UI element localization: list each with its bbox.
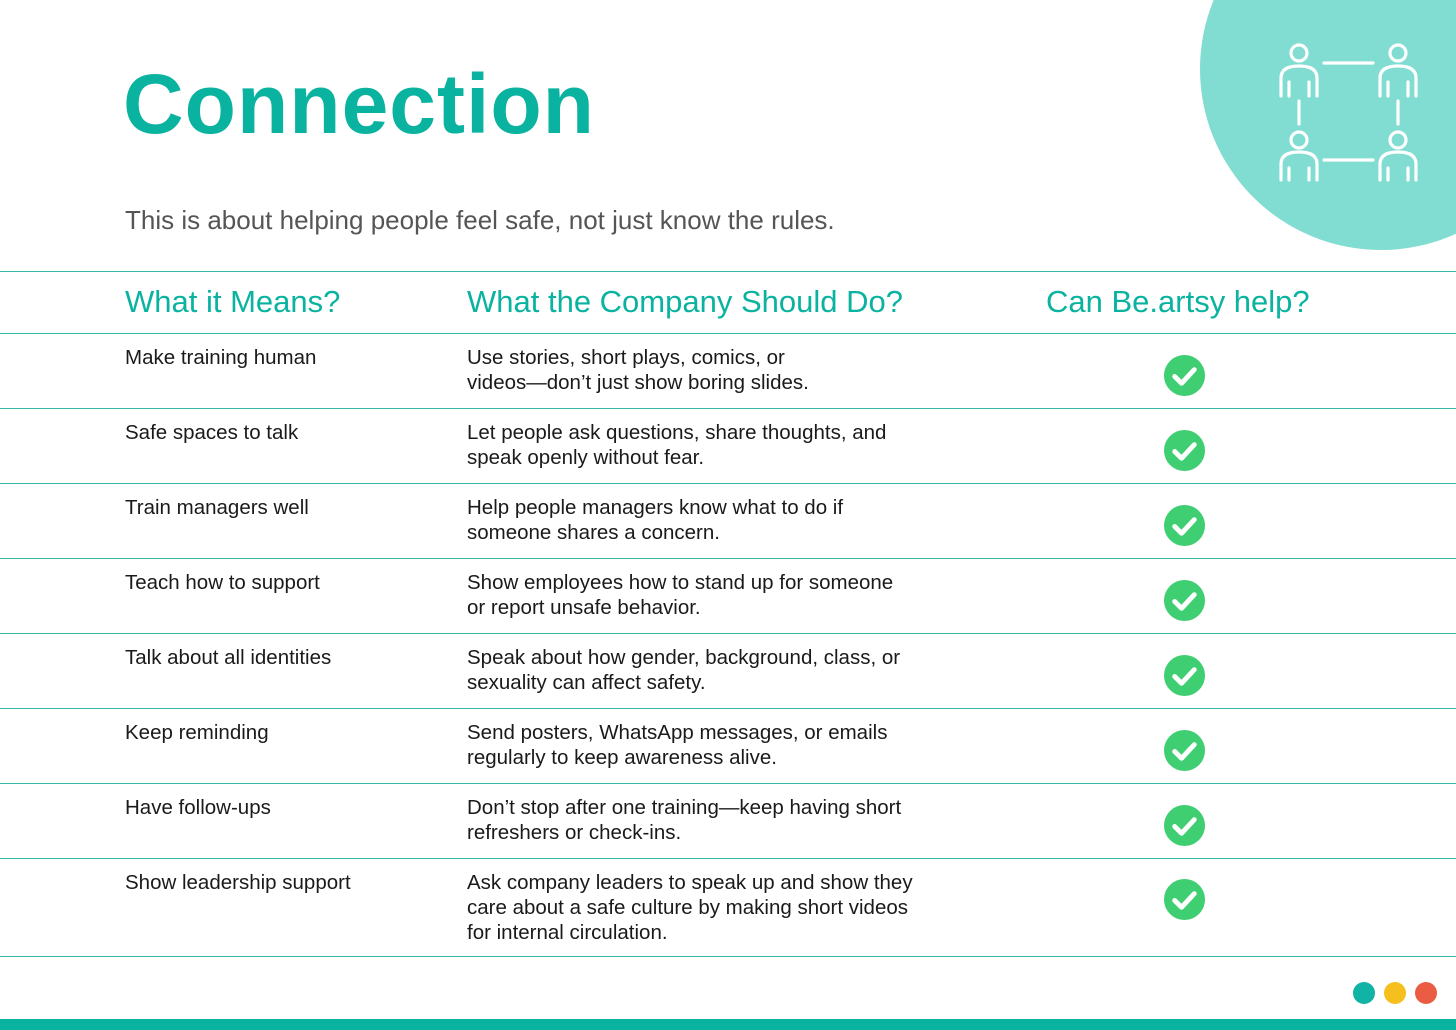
row-company-action: Don’t stop after one training—keep having short refreshers or check-ins. (467, 796, 902, 844)
check-circle-icon (1163, 429, 1206, 472)
people-network-icon (1272, 38, 1424, 186)
check-circle-icon (1163, 504, 1206, 547)
row-meaning: Train managers well (125, 496, 309, 519)
row-company-action: Speak about how gender, background, class, or sexuality can affect safety. (467, 646, 901, 694)
header-what-it-means: What it Means? (125, 284, 341, 319)
teal-dot (1353, 982, 1375, 1004)
table-row (0, 334, 1456, 409)
table-row (0, 484, 1456, 559)
row-meaning: Safe spaces to talk (125, 421, 299, 444)
table-row (0, 409, 1456, 484)
table-header-row (0, 271, 1456, 334)
row-company-action: Let people ask questions, share thoughts, and speak openly without fear. (467, 421, 887, 469)
row-meaning: Talk about all identities (125, 646, 332, 669)
row-meaning: Have follow-ups (125, 796, 271, 819)
check-circle-icon (1163, 354, 1206, 397)
row-meaning: Show leadership support (125, 871, 351, 894)
connection-table (0, 271, 1456, 957)
row-company-action: Show employees how to stand up for someone or report unsafe behavior. (467, 571, 894, 619)
red-dot (1415, 982, 1437, 1004)
page-subtitle: This is about helping people feel safe, not just know the rules. (125, 205, 835, 235)
row-meaning: Keep reminding (125, 721, 269, 744)
row-company-action: Ask company leaders to speak up and show they care about a safe culture by making short videos for internal circulation. (467, 871, 913, 944)
decorative-dots (1353, 982, 1437, 1004)
check-circle-icon (1163, 579, 1206, 622)
check-circle-icon (1163, 878, 1206, 921)
row-meaning: Make training human (125, 346, 317, 369)
check-circle-icon (1163, 729, 1206, 772)
row-company-action: Send posters, WhatsApp messages, or emails regularly to keep awareness alive. (467, 721, 888, 769)
check-circle-icon (1163, 804, 1206, 847)
table-row (0, 784, 1456, 859)
table-row (0, 709, 1456, 784)
row-meaning: Teach how to support (125, 571, 320, 594)
table-row (0, 859, 1456, 957)
header-beartsy-help: Can Be.artsy help? (1046, 284, 1310, 319)
table-row (0, 634, 1456, 709)
row-company-action: Use stories, short plays, comics, or videos—don’t just show boring slides. (467, 346, 809, 394)
bottom-accent-bar (0, 1019, 1456, 1030)
header-company-should-do: What the Company Should Do? (467, 284, 903, 319)
table-row (0, 559, 1456, 634)
check-circle-icon (1163, 654, 1206, 697)
row-company-action: Help people managers know what to do if someone shares a concern. (467, 496, 844, 544)
page-title: Connection (123, 57, 595, 151)
yellow-dot (1384, 982, 1406, 1004)
